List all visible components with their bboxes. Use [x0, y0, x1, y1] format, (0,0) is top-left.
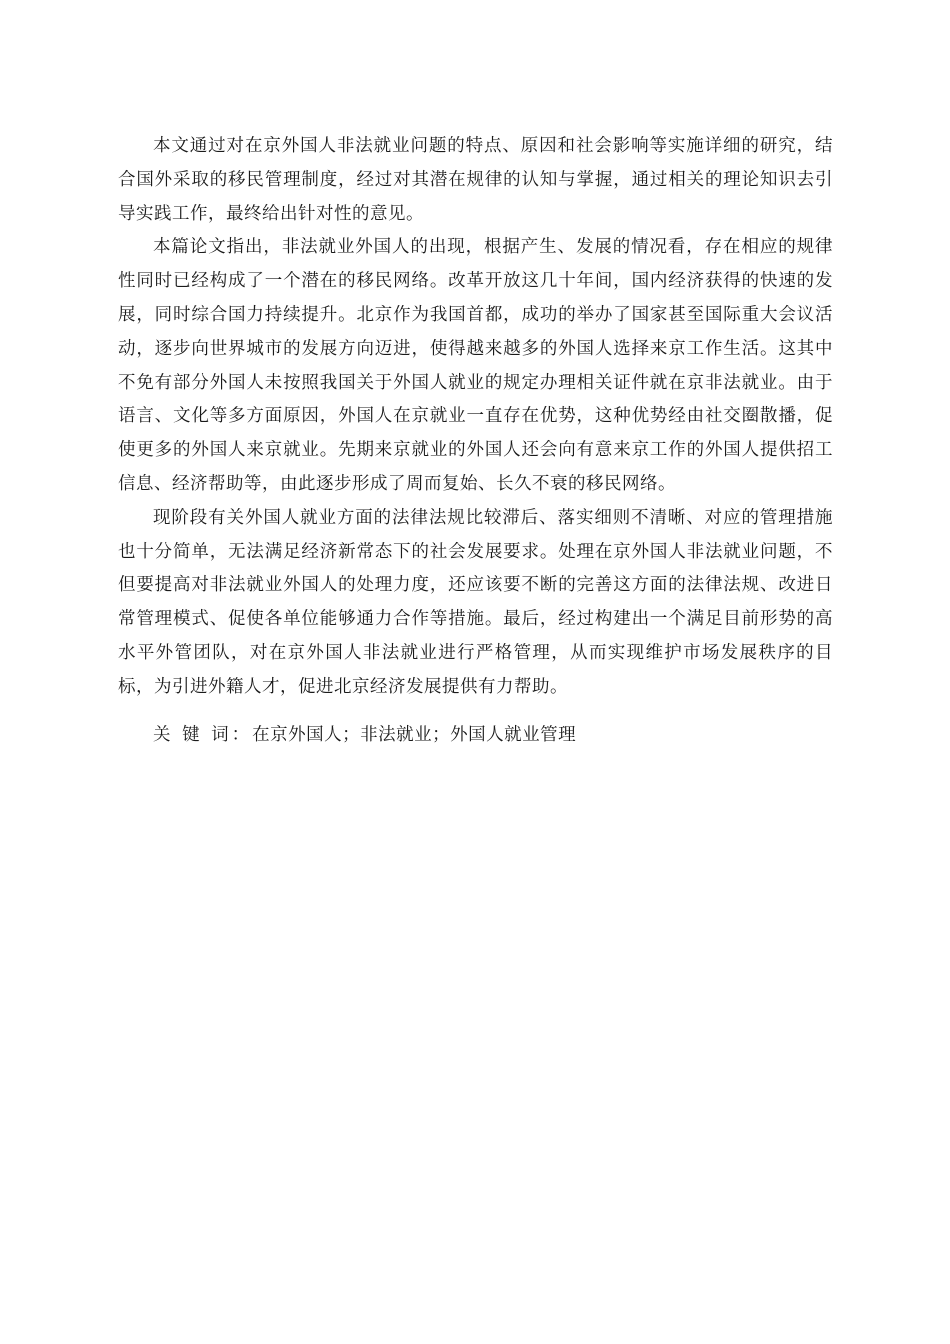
keywords-label: 关 键 词： [153, 724, 253, 745]
abstract-paragraph-2: 本篇论文指出，非法就业外国人的出现，根据产生、发展的情况看，存在相应的规律性同时已经构成了一个潜在的移民网络。改革开放这几十年间，国内经济获得的快速的发展，同时综合国力持续提升。北京作为我国首都，成功的举办了国家甚至国际重大会议活动，逐步向世界城市的发展方向迈进，使得越来越多的外国人选择来京工作生活。这其中不免有部分外国人未按照我国关于外国人就业的规定办理相关证件就在京非法就业。由于语言、文化等多方面原因，外国人在京就业一直存在优势，这种优势经由社交圈散播，促使更多的外国人来京就业。先期来京就业的外国人还会向有意来京工作的外国人提供招工信息、经济帮助等，由此逐步形成了周而复始、长久不衰的移民网络。 [118, 237, 833, 494]
keywords-text: 在京外国人；非法就业；外国人就业管理 [252, 724, 577, 745]
abstract-body [118, 130, 833, 752]
keywords-line [118, 719, 833, 753]
abstract-paragraph-1: 本文通过对在京外国人非法就业问题的特点、原因和社会影响等实施详细的研究，结合国外采取的移民管理制度，经过对其潜在规律的认知与掌握，通过相关的理论知识去引导实践工作，最终给出针对性的意见。 [118, 136, 833, 224]
abstract-paragraph-3: 现阶段有关外国人就业方面的法律法规比较滞后、落实细则不清晰、对应的管理措施也十分简单，无法满足经济新常态下的社会发展要求。处理在京外国人非法就业问题，不但要提高对非法就业外国人的处理力度，还应该要不断的完善这方面的法律法规、改进日常管理模式、促使各单位能够通力合作等措施。最后，经过构建出一个满足目前形势的高水平外管团队，对在京外国人非法就业进行严格管理，从而实现维护市场发展秩序的目标，为引进外籍人才，促进北京经济发展提供有力帮助。 [118, 507, 833, 697]
